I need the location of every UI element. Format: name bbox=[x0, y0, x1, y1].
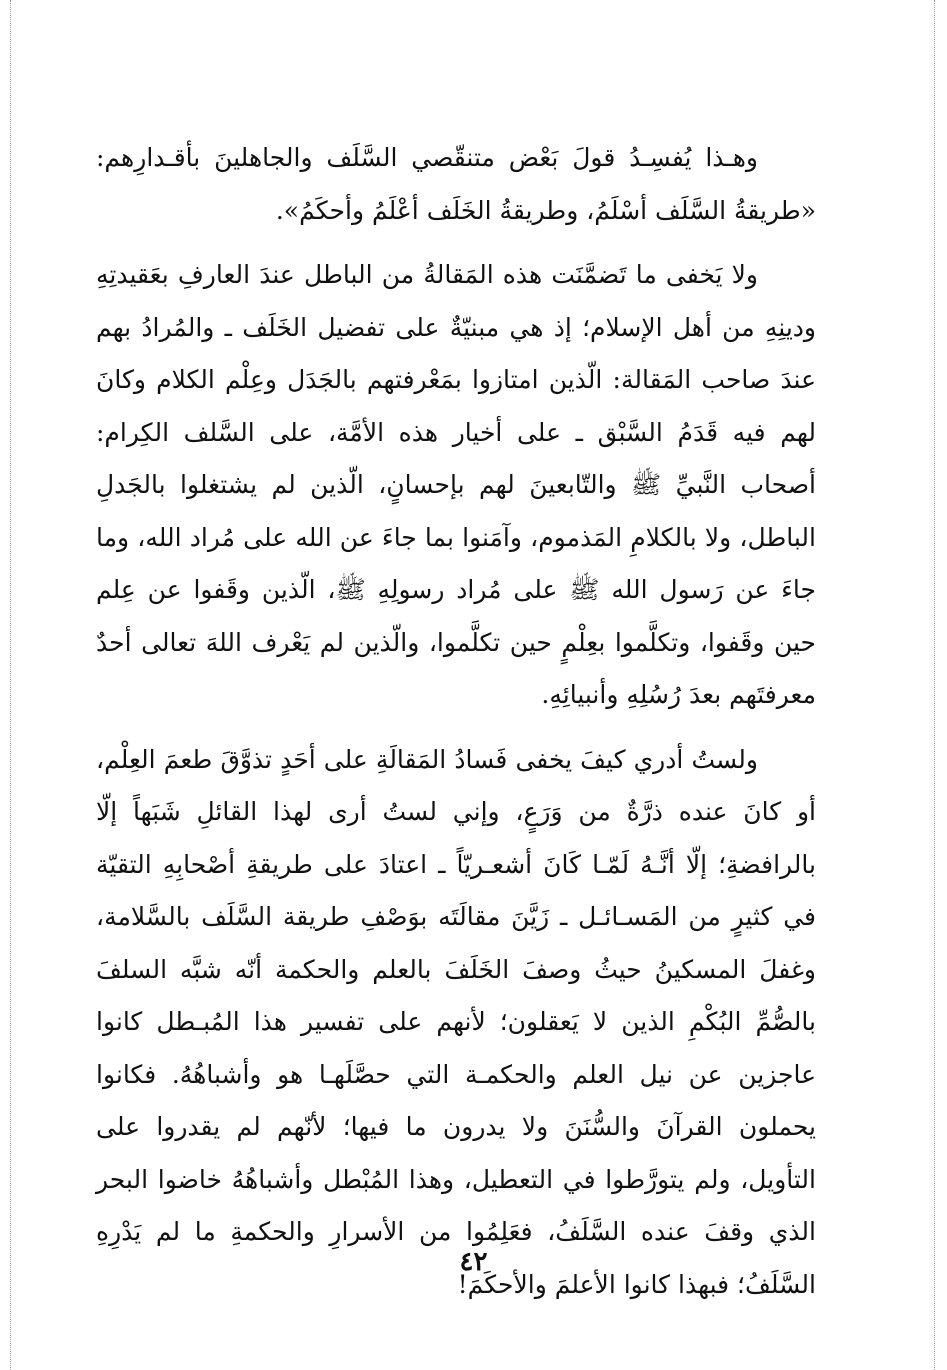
left-margin-guide bbox=[10, 0, 11, 1370]
paragraph-3: ولستُ أدري كيفَ يخفى فَسادُ المَقالَةِ على أحَدٍ تذوَّقَ طعمَ العِلْم، أو كانَ عنده ذرَّةٌ من وَرَعٍ، وإني لستُ أرى لهذا القائلِ شَبَهاً إلّا بالرافضةِ؛ إلّا أنَّـهُ لَمّـا كَانَ أشعـريّاً ـ اعتادَ على طريقةِ أصْحابِهِ التقيّة في كثيرٍ من المَسـائـل ـ زَيَّنَ مقالَتَه بوَصْفِ طريقة السَّلَف بالسَّلامة، وغفلَ المسكينُ حيثُ وصفَ الخَلَفَ بالعلم والحكمة أنّه شبَّه السلفَ بالصُّمِّ البُكْمِ الذين لا يَعقلون؛ لأنهم على تفسير هذا المُبـطل كانوا عاجزين عن نيل العلم والحكمـة التي حصَّلَهـا هو وأشباهُهُ. فكانوا يحملون القرآنَ والسُّنَنَ ولا يدرون ما فيها؛ لأنّهم لم يقدروا على التأويل، ولم يتورَّطوا في التعطيل، وهذا المُبْطل وأشباهُهُ خاضوا البحر الذي وقفَ عنده السَّلَفُ، فعَلِمُوا من الأسرارِ والحكمةِ ما لم يَدْرِهِ السَّلَفُ؛ فبهذا كانوا الأعلمَ والأحكَمَ! bbox=[96, 744, 816, 1299]
page-number: ٤٢ bbox=[459, 1247, 488, 1277]
right-margin-guide bbox=[934, 0, 935, 1370]
page-body bbox=[96, 132, 816, 1323]
paragraph-1: وهـذا يُفسِـدُ قولَ بَعْض متنقّصي السَّلَف والجاهلينَ بأقـدارِهم: «طريقةُ السَّلَف أسْلَمُ، وطريقةُ الخَلَف أعْلَمُ وأحكَمُ». bbox=[96, 143, 816, 225]
paragraph-2: ولا يَخفى ما تَضمَّنَت هذه المَقالةُ من الباطل عندَ العارفِ بعَقيدتِهِ ودينِهِ من أهل الإسلام؛ إذ هي مبنيّةٌ على تفضيل الخَلَف ـ والمُرادُ بهم عندَ صاحب المَقالة: الّذين امتازوا بمَعْرفتهم بالجَدَل وعِلْم الكلام وكانَ لهم فيه قَدَمُ السَّبْق ـ على أخيار هذه الأمَّة، على السَّلف الكِرام: أصحاب النَّبيِّ ﷺ والتّابعينَ لهم بإحسانٍ، الّذين لم يشتغلوا بالجَدلِ الباطل، ولا بالكلامِ المَذموم، وآمَنوا بما جاءَ عن الله على مُراد الله، وما جاءَ عن رَسول الله ﷺ على مُراد رسولِهِ ﷺ، الّذين وقَفوا عن عِلم حين وقَفوا، وتكلَّموا بعِلْمٍ حين تكلَّموا، والّذين لم يَعْرف اللهَ تعالى أحدٌ معرفتَهم بعدَ رُسُلِهِ وأنبيائِهِ. bbox=[96, 260, 816, 709]
